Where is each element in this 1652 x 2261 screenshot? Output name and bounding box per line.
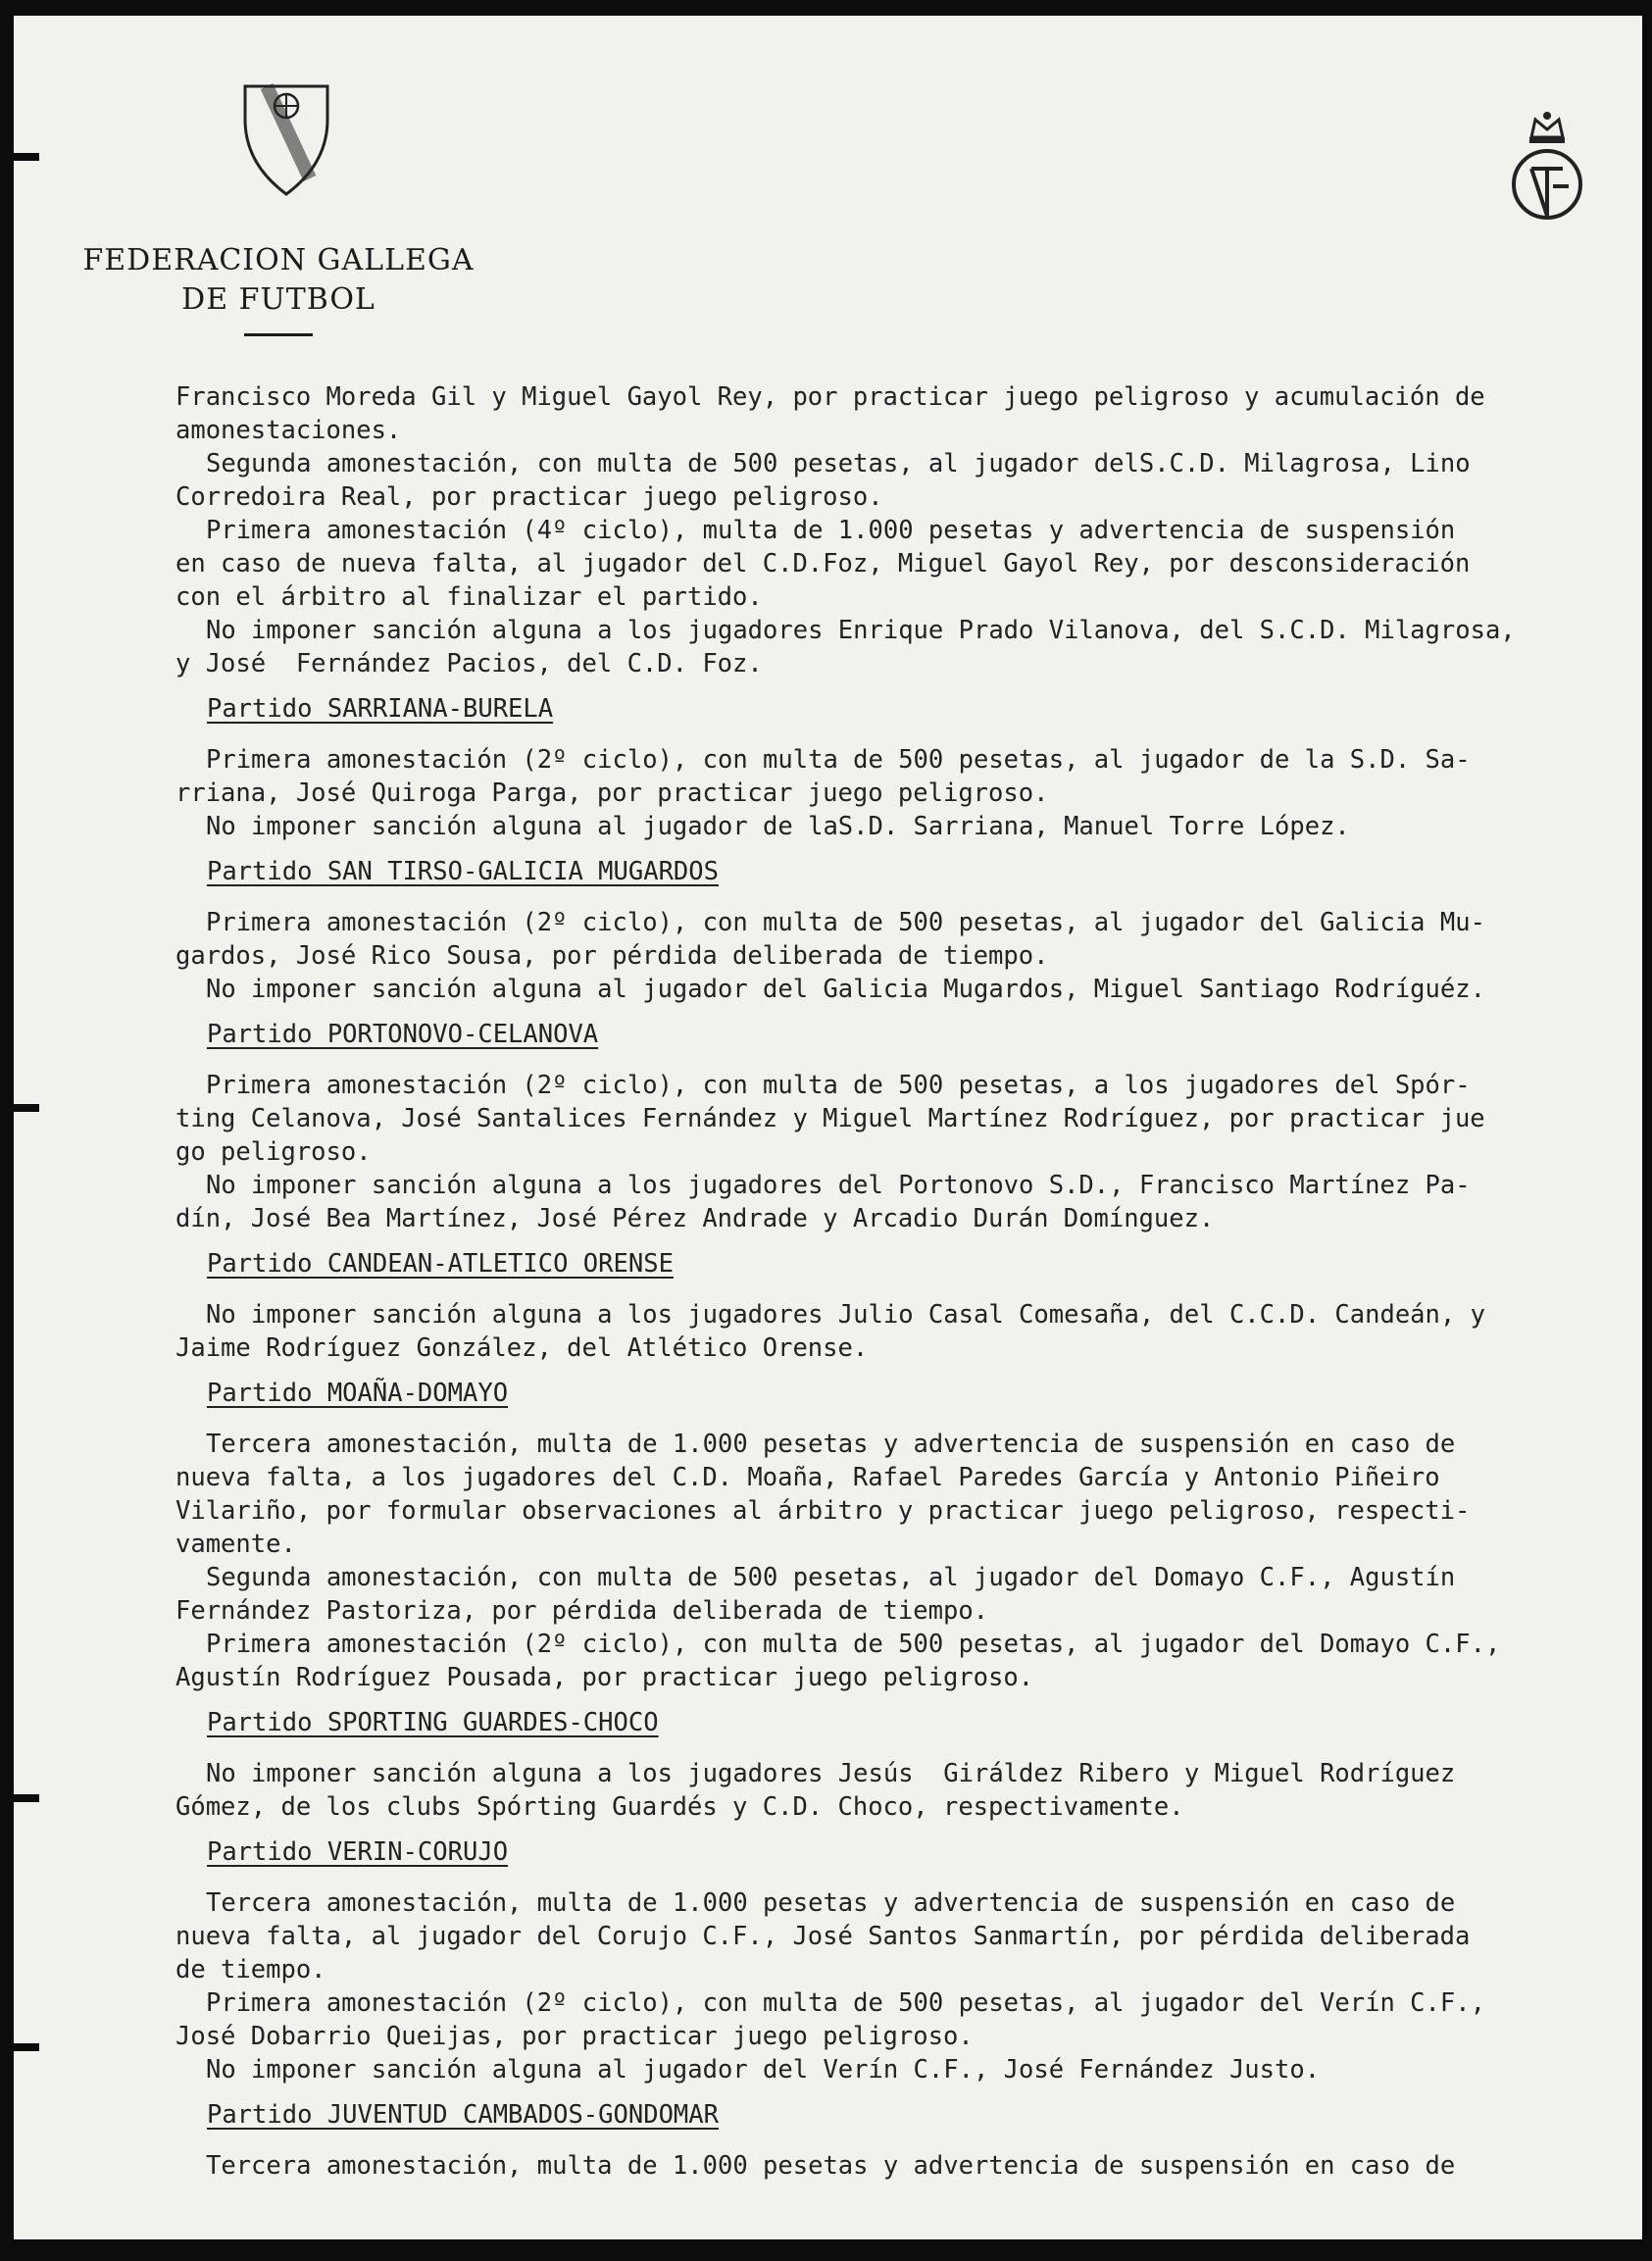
match-heading: Partido MOAÑA-DOMAYO [207, 1379, 509, 1408]
text-line: Segunda amonestación, con multa de 500 pesetas, al jugador del Domayo C.F., Agustín [206, 1563, 1456, 1592]
federation-shield-icon [237, 80, 335, 198]
text-line: Corredoira Real, por practicar juego peligroso. [175, 482, 883, 512]
text-line: vamente. [175, 1530, 296, 1559]
match-heading: Partido SAN TIRSO-GALICIA MUGARDOS [207, 857, 719, 886]
text-line: No imponer sanción alguna a los jugadores Julio Casal Comesaña, del C.C.D. Candeán, y [206, 1300, 1485, 1330]
text-line: No imponer sanción alguna a los jugadores del Portonovo S.D., Francisco Martínez Pa- [206, 1171, 1471, 1200]
text-line: y José Fernández Pacios, del C.D. Foz. [175, 649, 763, 678]
crown-emblem-icon [1504, 108, 1590, 235]
text-line: en caso de nueva falta, al jugador del C.D.Foz, Miguel Gayol Rey, por desconsideración [175, 549, 1471, 578]
text-line: No imponer sanción alguna al jugador del Galicia Mugardos, Miguel Santiago Rodríguéz. [206, 975, 1485, 1004]
binder-notch [14, 1104, 39, 1112]
text-line: No imponer sanción alguna al jugador del Verín C.F., José Fernández Justo. [206, 2055, 1321, 2085]
text-line: rriana, José Quiroga Parga, por practicar juego peligroso. [175, 779, 1049, 808]
text-line: ting Celanova, José Santalices Fernández y Miguel Martínez Rodríguez, por practicar jue [175, 1104, 1485, 1133]
text-line: Primera amonestación (2º ciclo), con multa de 500 pesetas, a los jugadores del Spór- [206, 1071, 1471, 1100]
match-heading: Partido PORTONOVO-CELANOVA [207, 1020, 599, 1049]
text-line: No imponer sanción alguna a los jugadores Enrique Prado Vilanova, del S.C.D. Milagrosa, [206, 616, 1516, 645]
match-heading: Partido CANDEAN-ATLETICO ORENSE [207, 1249, 674, 1279]
match-heading: Partido VERIN-CORUJO [207, 1837, 509, 1867]
text-line: Primera amonestación (2º ciclo), con multa de 500 pesetas, al jugador de la S.D. Sa- [206, 745, 1471, 775]
document-body [175, 380, 1641, 2183]
text-line: nueva falta, al jugador del Corujo C.F., José Santos Sanmartín, por pérdida deliberada [175, 1922, 1471, 1951]
text-line: Tercera amonestación, multa de 1.000 pesetas y advertencia de suspensión en caso de [206, 2151, 1456, 2181]
text-line: Tercera amonestación, multa de 1.000 pesetas y advertencia de suspensión en caso de [206, 1888, 1456, 1918]
text-line: go peligroso. [175, 1137, 372, 1167]
text-line: Primera amonestación (2º ciclo), con multa de 500 pesetas, al jugador del Domayo C.F., [206, 1630, 1501, 1659]
text-line: Agustín Rodríguez Pousada, por practicar juego peligroso. [175, 1663, 1034, 1692]
title-rule [244, 333, 313, 336]
binder-notch [14, 2043, 39, 2051]
text-line: José Dobarrio Queijas, por practicar juego peligroso. [175, 2022, 974, 2051]
text-line: Segunda amonestación, con multa de 500 pesetas, al jugador delS.C.D. Milagrosa, Lino [206, 449, 1471, 478]
binder-notch [14, 1794, 39, 1802]
text-line: Primera amonestación (2º ciclo), con multa de 500 pesetas, al jugador del Verín C.F., [206, 1988, 1485, 2018]
text-line: dín, José Bea Martínez, José Pérez Andrade y Arcadio Durán Domínguez. [175, 1204, 1215, 1233]
text-line: Fernández Pastoriza, por pérdida deliberada de tiempo. [175, 1596, 989, 1626]
org-name-line-2: DE FUTBOL [181, 282, 375, 317]
org-name-line-1: FEDERACION GALLEGA [82, 243, 475, 277]
text-line: con el árbitro al finalizar el partido. [175, 582, 763, 612]
federation-name [73, 241, 484, 320]
match-heading: Partido SPORTING GUARDES-CHOCO [207, 1708, 659, 1737]
text-line: Vilariño, por formular observaciones al árbitro y practicar juego peligroso, respecti- [175, 1496, 1471, 1526]
binder-notch [14, 153, 39, 161]
text-line: amonestaciones. [175, 416, 402, 445]
document-page [14, 16, 1642, 2239]
match-heading: Partido JUVENTUD CAMBADOS-GONDOMAR [207, 2100, 719, 2130]
match-heading: Partido SARRIANA-BURELA [207, 694, 554, 724]
text-line: Francisco Moreda Gil y Miguel Gayol Rey, por practicar juego peligroso y acumulación de [175, 382, 1485, 412]
text-line: Primera amonestación (4º ciclo), multa de 1.000 pesetas y advertencia de suspensión [206, 516, 1456, 545]
text-line: de tiempo. [175, 1955, 326, 1985]
text-line: Jaime Rodríguez González, del Atlético Orense. [175, 1333, 869, 1363]
text-line: Gómez, de los clubs Spórting Guardés y C.D. Choco, respectivamente. [175, 1792, 1184, 1822]
text-line: No imponer sanción alguna a los jugadores Jesús Giráldez Ribero y Miguel Rodríguez [206, 1759, 1456, 1788]
text-line: gardos, José Rico Sousa, por pérdida deliberada de tiempo. [175, 941, 1049, 971]
text-line: nueva falta, a los jugadores del C.D. Moaña, Rafael Paredes García y Antonio Piñeiro [175, 1463, 1440, 1492]
text-line: Tercera amonestación, multa de 1.000 pesetas y advertencia de suspensión en caso de [206, 1430, 1456, 1459]
text-line: Primera amonestación (2º ciclo), con multa de 500 pesetas, al jugador del Galicia Mu- [206, 908, 1485, 937]
text-line: No imponer sanción alguna al jugador de laS.D. Sarriana, Manuel Torre López. [206, 812, 1350, 841]
